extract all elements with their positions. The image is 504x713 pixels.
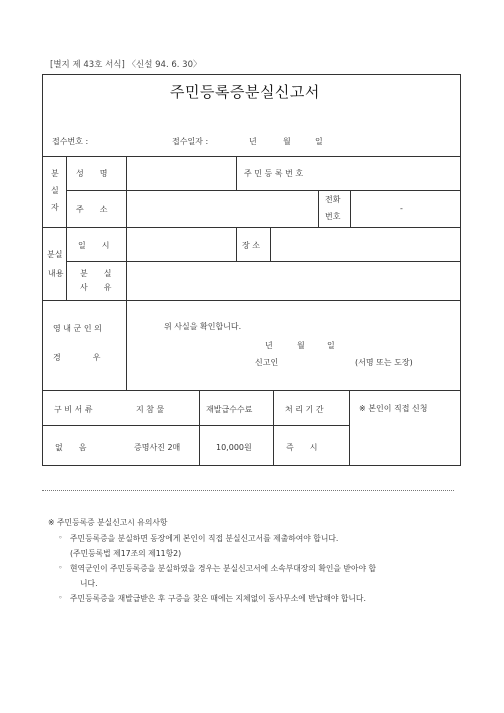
notes-bullet-2: ◦ bbox=[58, 563, 63, 572]
lost-person-section-char-1: 분 bbox=[51, 169, 59, 178]
loss-details-section-line1: 분실 bbox=[47, 250, 63, 259]
rule-below-loss-details bbox=[42, 300, 461, 301]
rule-place-left bbox=[236, 227, 237, 261]
soldier-case-label-line1: 영 내 군 인 의 bbox=[53, 324, 102, 333]
receipt-number-label: 접수번호 : bbox=[52, 137, 89, 146]
fee-note: ※ 본인이 직접 신청 bbox=[359, 404, 428, 413]
fee-value-items: 증명사진 2매 bbox=[134, 443, 181, 452]
rule-section-column bbox=[66, 156, 67, 300]
rule-label-column bbox=[126, 156, 127, 390]
rule-below-lost-person bbox=[42, 227, 461, 228]
fee-value-fee: 10,000원 bbox=[216, 443, 252, 452]
form-title: 주민등록증분실신고서 bbox=[170, 83, 320, 101]
notes-heading: ※ 주민등록증 분실신고시 유의사항 bbox=[48, 518, 168, 527]
lost-person-section-char-2: 실 bbox=[51, 186, 59, 195]
verification-month: 월 bbox=[297, 341, 305, 350]
notes-item-1-sub: (주민등록법 제17조의 제11항2) bbox=[70, 549, 182, 558]
rule-phone-label-right bbox=[350, 190, 351, 227]
notes-item-3: 주민등록증을 재발급받은 후 구증을 찾은 때에는 지체없이 동사무소에 반납해야 합니다. bbox=[70, 594, 366, 603]
notes-bullet-3: ◦ bbox=[58, 593, 63, 602]
loss-details-section-line2: 내용 bbox=[48, 269, 64, 278]
place-label: 장 소 bbox=[242, 241, 260, 250]
address-label: 주 소 bbox=[76, 205, 108, 214]
receipt-day: 일 bbox=[315, 137, 323, 146]
form-number-header: [별지 제 43호 서식] 〈신설 94. 6. 30〉 bbox=[50, 60, 202, 70]
name-label: 성 명 bbox=[76, 169, 108, 178]
fee-header-fee: 재발급수수료 bbox=[206, 405, 253, 414]
rule-name-split bbox=[236, 156, 237, 190]
phone-value[interactable]: - bbox=[400, 204, 403, 213]
rule-below-receipt bbox=[42, 156, 461, 157]
confirmer-label: 신고인 bbox=[255, 358, 279, 367]
fee-header-items: 지 참 물 bbox=[136, 405, 165, 414]
rule-fee-col-3 bbox=[273, 390, 274, 466]
reason-label-line2: 사 유 bbox=[80, 283, 112, 292]
rule-place-right bbox=[270, 227, 271, 261]
receipt-date-label: 접수일자 : bbox=[172, 137, 209, 146]
soldier-case-label-line2: 경 우 bbox=[53, 353, 101, 362]
rrn-label: 주 민 등 록 번 호 bbox=[244, 169, 304, 178]
notes-item-2-cont: 니다. bbox=[80, 579, 98, 588]
verification-day: 일 bbox=[327, 341, 335, 350]
fee-header-documents: 구 비 서 류 bbox=[54, 405, 93, 414]
rule-fee-col-2 bbox=[199, 390, 200, 466]
phone-label-line1: 전화 bbox=[325, 195, 341, 204]
lost-person-section-char-3: 자 bbox=[51, 203, 59, 212]
receipt-month: 월 bbox=[283, 137, 291, 146]
verification-year: 년 bbox=[265, 341, 273, 350]
datetime-label: 일 시 bbox=[78, 241, 110, 250]
notes-item-1: 주민등록증을 분실하면 동장에게 본인이 직접 분실신고서를 제출하여야 합니다. bbox=[70, 534, 339, 543]
phone-label-line2: 번호 bbox=[325, 212, 341, 221]
dotted-separator bbox=[42, 490, 454, 491]
fee-value-documents: 없 음 bbox=[55, 443, 87, 452]
notes-bullet-1: ◦ bbox=[58, 533, 63, 542]
rule-below-fee-headers bbox=[42, 425, 349, 426]
rule-phone-label-left bbox=[318, 190, 319, 227]
rule-fee-col-4 bbox=[349, 390, 350, 466]
fee-header-period: 처 리 기 간 bbox=[285, 405, 324, 414]
fee-value-period: 즉 시 bbox=[286, 443, 318, 452]
reason-label-line1: 분 실 bbox=[80, 269, 112, 278]
notes-item-2: 현역군인이 주민등록증을 분실하였을 경우는 분실신고서에 소속부대장의 확인을 받아야 합 bbox=[70, 564, 377, 573]
rule-below-verification bbox=[42, 390, 461, 391]
receipt-year: 년 bbox=[249, 137, 257, 146]
confirmation-text: 위 사실을 확인합니다. bbox=[164, 322, 242, 331]
signature-note: (서명 또는 도장) bbox=[355, 358, 413, 367]
